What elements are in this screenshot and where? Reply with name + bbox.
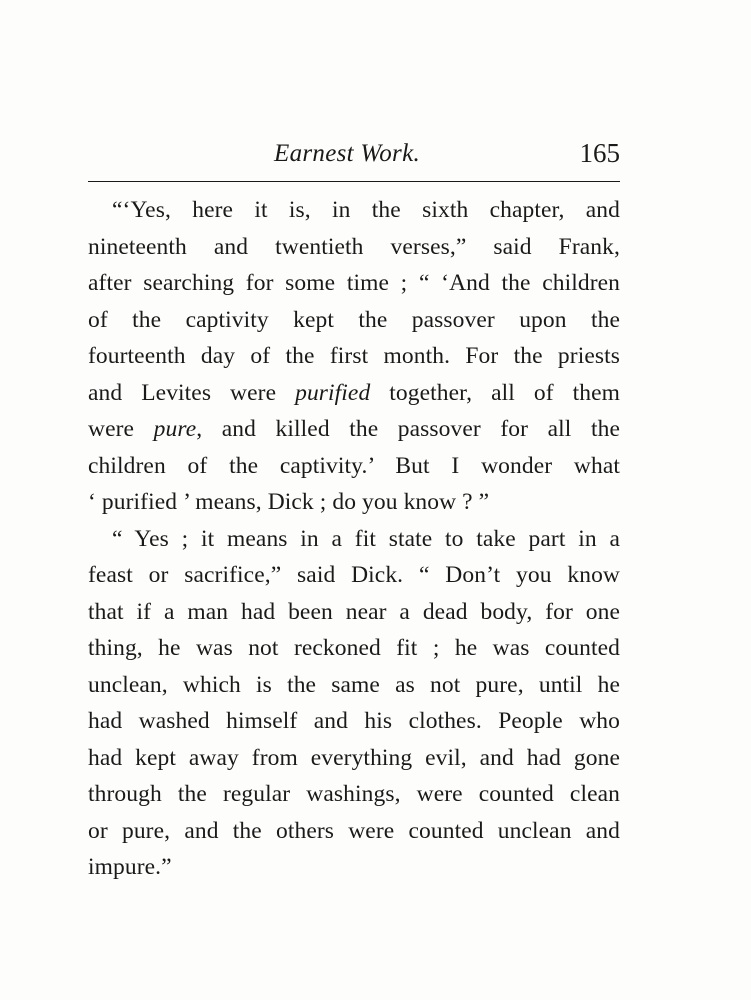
text-line: unclean, which is the same as not pure, until he	[88, 671, 620, 698]
text-line: after searching for some time ; “ ‘And the children	[88, 270, 620, 296]
text-line: that if a man had been near a dead body, for one	[88, 598, 620, 625]
text-line: “ Yes ; it means in a fit state to take part in a	[112, 525, 620, 552]
text-line: had washed himself and his clothes. People who	[88, 708, 620, 734]
emphasis-pure: pure	[153, 416, 197, 442]
text-line: were pure, and killed the passover for all the	[88, 416, 620, 442]
text-line: or pure, and the others were counted unclean and	[88, 817, 620, 844]
header-rule	[88, 181, 620, 182]
text-line: children of the captivity.’ But I wonder what	[88, 452, 620, 479]
text-line: nineteenth and twentieth verses,” said Frank,	[88, 233, 620, 260]
body-text	[88, 192, 620, 886]
text-line: had kept away from everything evil, and had gone	[88, 744, 620, 771]
page-header	[88, 136, 620, 180]
page-number: 165	[579, 138, 620, 168]
text-line: thing, he was not reckoned fit ; he was counted	[88, 635, 620, 661]
text-line: ‘ purified ’ means, Dick ; do you know ? ”	[88, 489, 490, 515]
text-line: fourteenth day of the first month. For the priests	[88, 343, 620, 369]
text-line: “‘Yes, here it is, in the sixth chapter, and	[112, 197, 620, 223]
text-line: of the captivity kept the passover upon the	[88, 306, 620, 333]
text-line: impure.”	[88, 854, 172, 880]
text-line: through the regular washings, were counted clean	[88, 781, 620, 807]
emphasis-purified: purified	[295, 379, 371, 406]
running-title: Earnest Work.	[274, 140, 421, 167]
text-line: feast or sacrifice,” said Dick. “ Don’t you know	[88, 562, 620, 588]
text-line: and Levites were purified together, all of them	[88, 379, 620, 406]
